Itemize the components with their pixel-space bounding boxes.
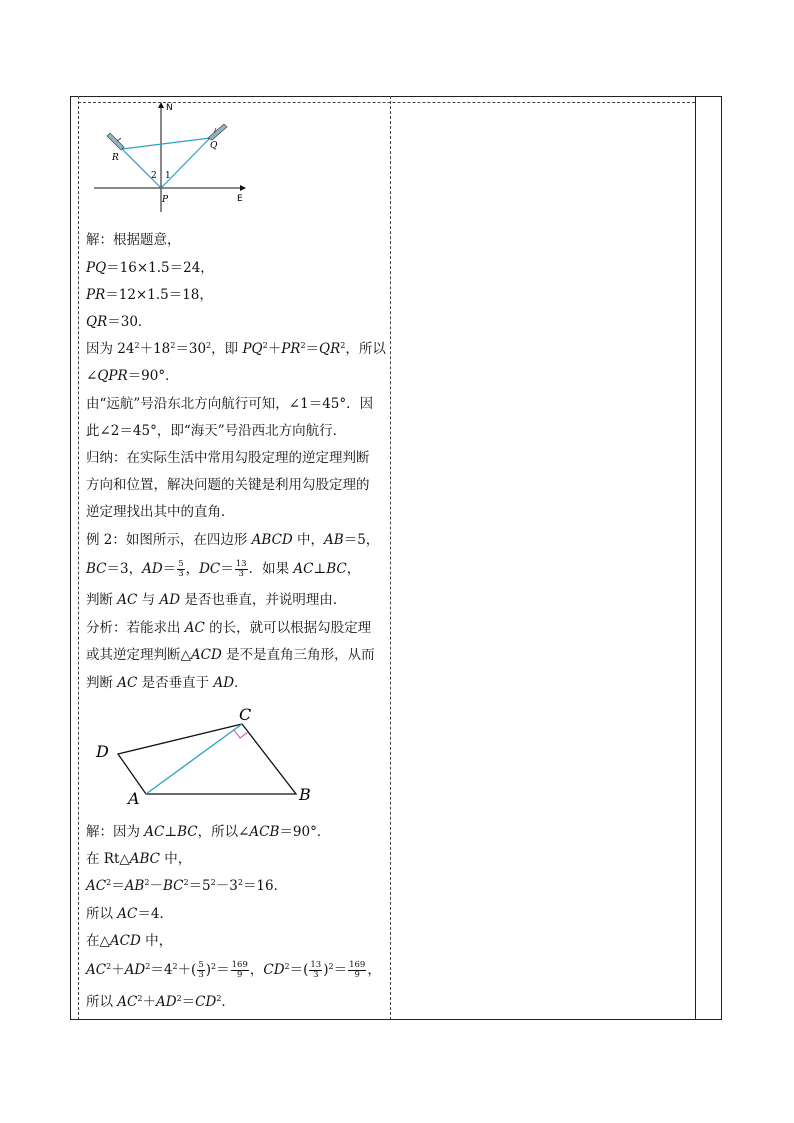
right-angle-mark [234,730,248,738]
label-e: E [237,194,243,204]
fraction: $\frac{13}{3}$ [310,960,322,980]
label-d: D [96,742,109,761]
label-angle-2: 2 [151,171,157,181]
fraction: $\frac{5}{3}$ [198,960,204,980]
text-line: QR＝30． [86,314,152,330]
cell-dashed-border-left [78,96,79,1020]
fraction: $\frac{5}{3}$ [178,559,184,579]
text-line: $AC^2=AB^2-BC^2=5^2-3^2=16$． [86,878,288,894]
text-line: 判断 AC 与 AD 是否也垂直，并说明理由． [86,592,347,608]
text-line: 或其逆定理判断△ACD 是不是直角三角形，从而 [86,647,375,663]
label-angle-1: 1 [165,171,171,181]
diagonal-ac [146,724,242,794]
text-line: PQ＝16×1.5＝24， [86,260,214,276]
text-line: 由“远航”号沿东北方向航行可知，∠1＝45°．因 [86,396,374,412]
text-line: 解：因为 AC⊥BC，所以∠ACB＝90°． [86,824,331,840]
east-arrow-icon [240,185,246,191]
ship-icon-q [208,124,227,140]
table-column-divider [695,96,696,1020]
segment-pr [122,149,161,188]
text-line: 逆定理找出其中的直角． [86,504,235,520]
text-line: 在△ACD 中， [86,933,173,949]
text-line: BC＝3，AD＝ $\frac{5}{3}$ ，DC＝ $\frac{13}{3}$ ．如果 AC⊥BC， [86,559,361,579]
text-line: $AC^2+AD^2=4^2+$( $\frac{5}{3}$ )$^2$＝ $\frac{169}{9}$ ，$CD^2=$( $\frac{13}{3}$ )$^2$＝ $\frac{169}{9}$ ， [86,960,381,980]
text-line: 方向和位置，解决问题的关键是利用勾股定理的 [86,477,370,493]
quadrilateral-abcd [118,724,296,794]
fraction: $\frac{13}{3}$ [235,559,247,579]
text-line: 分析：若能求出 AC 的长，就可以根据勾股定理 [86,620,372,636]
quadrilateral-diagram [84,700,334,808]
label-a: A [128,789,140,808]
text-line: 所以 AC＝4． [86,906,173,922]
label-p: P [162,195,169,205]
navigation-diagram [84,100,254,212]
text-line: PR＝12×1.5＝18， [86,287,213,303]
text-line: 因为 $24^2+18^2=30^2$，即 $PQ^2+PR^2=QR^2$，所以 [86,341,386,357]
text-line: 判断 AC 是否垂直于 AD． [86,675,248,691]
ship-icon-r [107,133,124,150]
segment-qr [122,138,210,149]
cell-dashed-border-middle [390,96,391,1020]
north-arrow-icon [158,102,164,108]
text-line: ∠QPR＝90°． [86,368,179,384]
fraction: $\frac{169}{9}$ [349,960,366,980]
text-line: 解：根据题意， [86,232,181,248]
text-line: 此∠2＝45°，即“海天”号沿西北方向航行． [86,423,347,439]
fraction: $\frac{169}{9}$ [231,960,248,980]
text-line: 归纳：在实际生活中常用勾股定理的逆定理判断 [86,450,370,466]
text-line: 所以 $AC^2+AD^2=CD^2$． [86,994,235,1010]
label-r: R [112,153,119,163]
label-n: N [166,103,173,113]
label-b: B [299,785,311,804]
text-line: 例 2：如图所示，在四边形 ABCD 中，AB＝5， [86,532,380,548]
label-q: Q [210,141,218,151]
text-line: 在 Rt△ABC 中， [86,851,192,867]
label-c: C [239,705,252,724]
